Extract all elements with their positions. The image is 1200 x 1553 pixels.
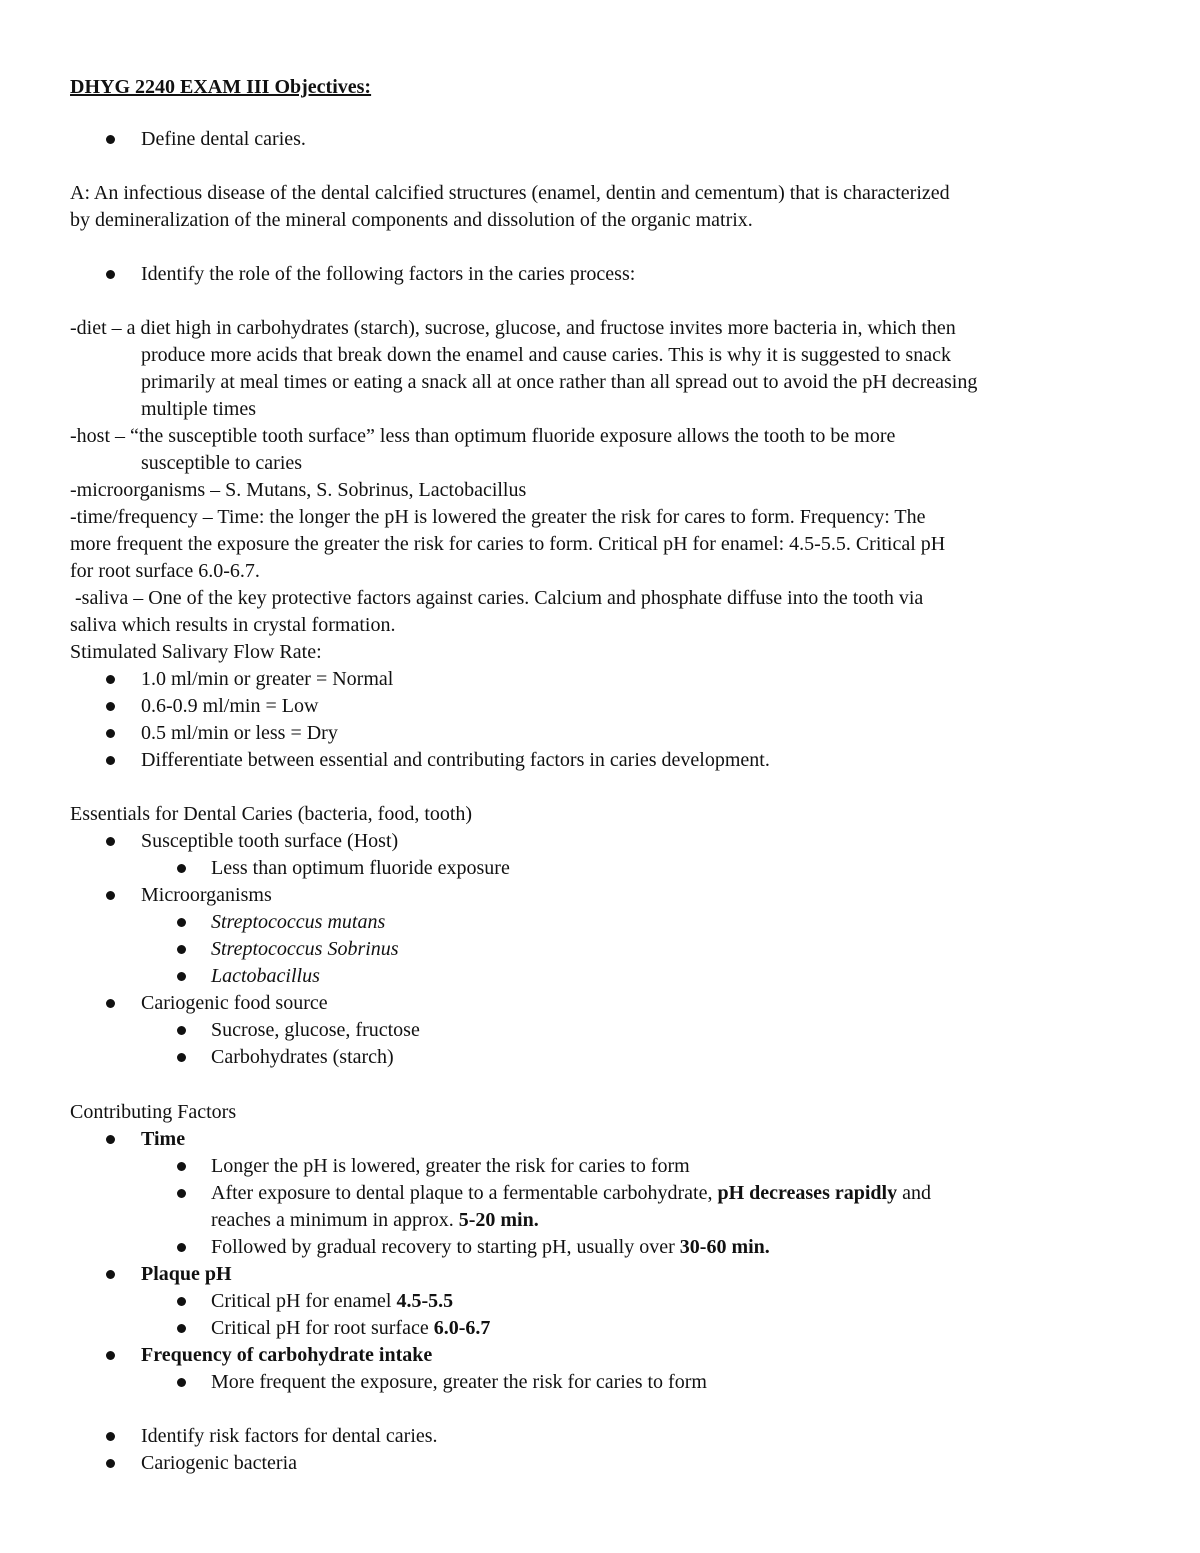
time-detail-bold: 30-60 min. [679, 1236, 770, 1258]
bullet-icon [106, 1135, 115, 1144]
risk-factor-item: Cariogenic bacteria [141, 1452, 298, 1474]
contributing-time: Time [141, 1128, 186, 1150]
microorganism-item: Lactobacillus [211, 965, 320, 987]
answer-line: A: An infectious disease of the dental calcified structures (enamel, dentin and cementum) that is characterized [70, 182, 950, 204]
bullet-icon [177, 1026, 186, 1035]
bullet-icon [106, 270, 115, 279]
time-detail-text: Followed by gradual recovery to starting pH, usually over [211, 1236, 680, 1258]
plaque-detail-text: Critical pH for enamel [211, 1290, 397, 1312]
bullet-icon [177, 1162, 186, 1171]
time-paragraph-line: -time/frequency – Time: the longer the pH is lowered the greater the risk for cares to form. Frequency: The [70, 506, 926, 528]
saliva-paragraph-line: saliva which results in crystal formation. [70, 614, 396, 636]
time-detail-text: reaches a minimum in approx. [211, 1209, 459, 1231]
host-paragraph-line: susceptible to caries [141, 452, 303, 474]
objective-identify-factors: Identify the role of the following factors in the caries process: [141, 263, 636, 285]
time-paragraph-line: for root surface 6.0-6.7. [70, 560, 260, 582]
essential-food-source: Cariogenic food source [141, 992, 328, 1014]
diet-paragraph-line: multiple times [141, 398, 256, 420]
bullet-icon [106, 999, 115, 1008]
objective-risk-factors: Identify risk factors for dental caries. [141, 1425, 438, 1447]
diet-paragraph-line: produce more acids that break down the enamel and cause caries. This is why it is suggested to snack [141, 344, 951, 366]
answer-line: by demineralization of the mineral components and dissolution of the organic matrix. [70, 209, 753, 231]
document-title: DHYG 2240 EXAM III Objectives: [70, 76, 372, 98]
plaque-detail-text: Critical pH for root surface [211, 1317, 434, 1339]
bullet-icon [106, 1459, 115, 1468]
bullet-icon [177, 1297, 186, 1306]
bullet-icon [177, 864, 186, 873]
essential-host: Susceptible tooth surface (Host) [141, 830, 399, 852]
bullet-icon [106, 756, 115, 765]
time-detail-text: and [897, 1182, 931, 1204]
diet-paragraph-line: -diet – a diet high in carbohydrates (starch), sucrose, glucose, and fructose invites more bacteria in, which then [70, 317, 956, 339]
diet-paragraph-line: primarily at meal times or eating a snack all at once rather than all spread out to avoid the pH decreasing [141, 371, 978, 393]
bullet-icon [177, 1243, 186, 1252]
contributing-plaque-ph: Plaque pH [141, 1263, 232, 1285]
plaque-detail [211, 1288, 453, 1315]
flow-rate-item: 1.0 ml/min or greater = Normal [141, 668, 394, 690]
bullet-icon [177, 972, 186, 981]
flow-rate-item: 0.5 ml/min or less = Dry [141, 722, 338, 744]
plaque-detail [211, 1315, 490, 1342]
bullet-icon [177, 1378, 186, 1387]
bullet-icon [106, 702, 115, 711]
bullet-icon [106, 135, 115, 144]
flow-rate-heading: Stimulated Salivary Flow Rate: [70, 641, 322, 663]
bullet-icon [177, 1053, 186, 1062]
bullet-icon [106, 675, 115, 684]
food-source-item: Carbohydrates (starch) [211, 1046, 394, 1068]
time-detail-bold: pH decreases rapidly [717, 1182, 898, 1204]
bullet-icon [106, 1432, 115, 1441]
bullet-icon [177, 945, 186, 954]
bullet-icon [177, 1189, 186, 1198]
time-detail-bold: 5-20 min. [458, 1209, 539, 1231]
plaque-detail-bold: 6.0-6.7 [433, 1317, 491, 1339]
contributing-heading: Contributing Factors [70, 1101, 237, 1123]
frequency-detail: More frequent the exposure, greater the risk for caries to form [211, 1371, 707, 1393]
time-detail-continued [211, 1207, 539, 1234]
time-detail: Longer the pH is lowered, greater the risk for caries to form [211, 1155, 690, 1177]
bullet-icon [106, 837, 115, 846]
essential-host-detail: Less than optimum fluoride exposure [211, 857, 510, 879]
bullet-icon [106, 1270, 115, 1279]
bullet-icon [106, 891, 115, 900]
contributing-frequency: Frequency of carbohydrate intake [141, 1344, 433, 1366]
essential-microorganisms: Microorganisms [141, 884, 272, 906]
microorganism-item: Streptococcus Sobrinus [211, 938, 399, 960]
bullet-icon [106, 1351, 115, 1360]
food-source-item: Sucrose, glucose, fructose [211, 1019, 420, 1041]
bullet-icon [106, 729, 115, 738]
bullet-icon [177, 1324, 186, 1333]
plaque-detail-bold: 4.5-5.5 [396, 1290, 454, 1312]
bullet-icon [177, 918, 186, 927]
saliva-paragraph-line: -saliva – One of the key protective factors against caries. Calcium and phosphate diffuse into the tooth via [70, 587, 924, 609]
microorganisms-line: -microorganisms – S. Mutans, S. Sobrinus, Lactobacillus [70, 479, 527, 501]
objective-differentiate: Differentiate between essential and contributing factors in caries development. [141, 749, 770, 771]
microorganism-item: Streptococcus mutans [211, 911, 386, 933]
time-paragraph-line: more frequent the exposure the greater the risk for caries to form. Critical pH for enamel: 4.5-5.5. Critical pH [70, 533, 946, 555]
flow-rate-item: 0.6-0.9 ml/min = Low [141, 695, 319, 717]
time-detail [211, 1234, 770, 1261]
essentials-heading: Essentials for Dental Caries (bacteria, food, tooth) [70, 803, 473, 825]
objective-define-caries: Define dental caries. [141, 128, 306, 150]
time-detail-text: After exposure to dental plaque to a fermentable carbohydrate, [211, 1182, 718, 1204]
time-detail [211, 1180, 931, 1207]
host-paragraph-line: -host – “the susceptible tooth surface” less than optimum fluoride exposure allows the tooth to be more [70, 425, 896, 447]
